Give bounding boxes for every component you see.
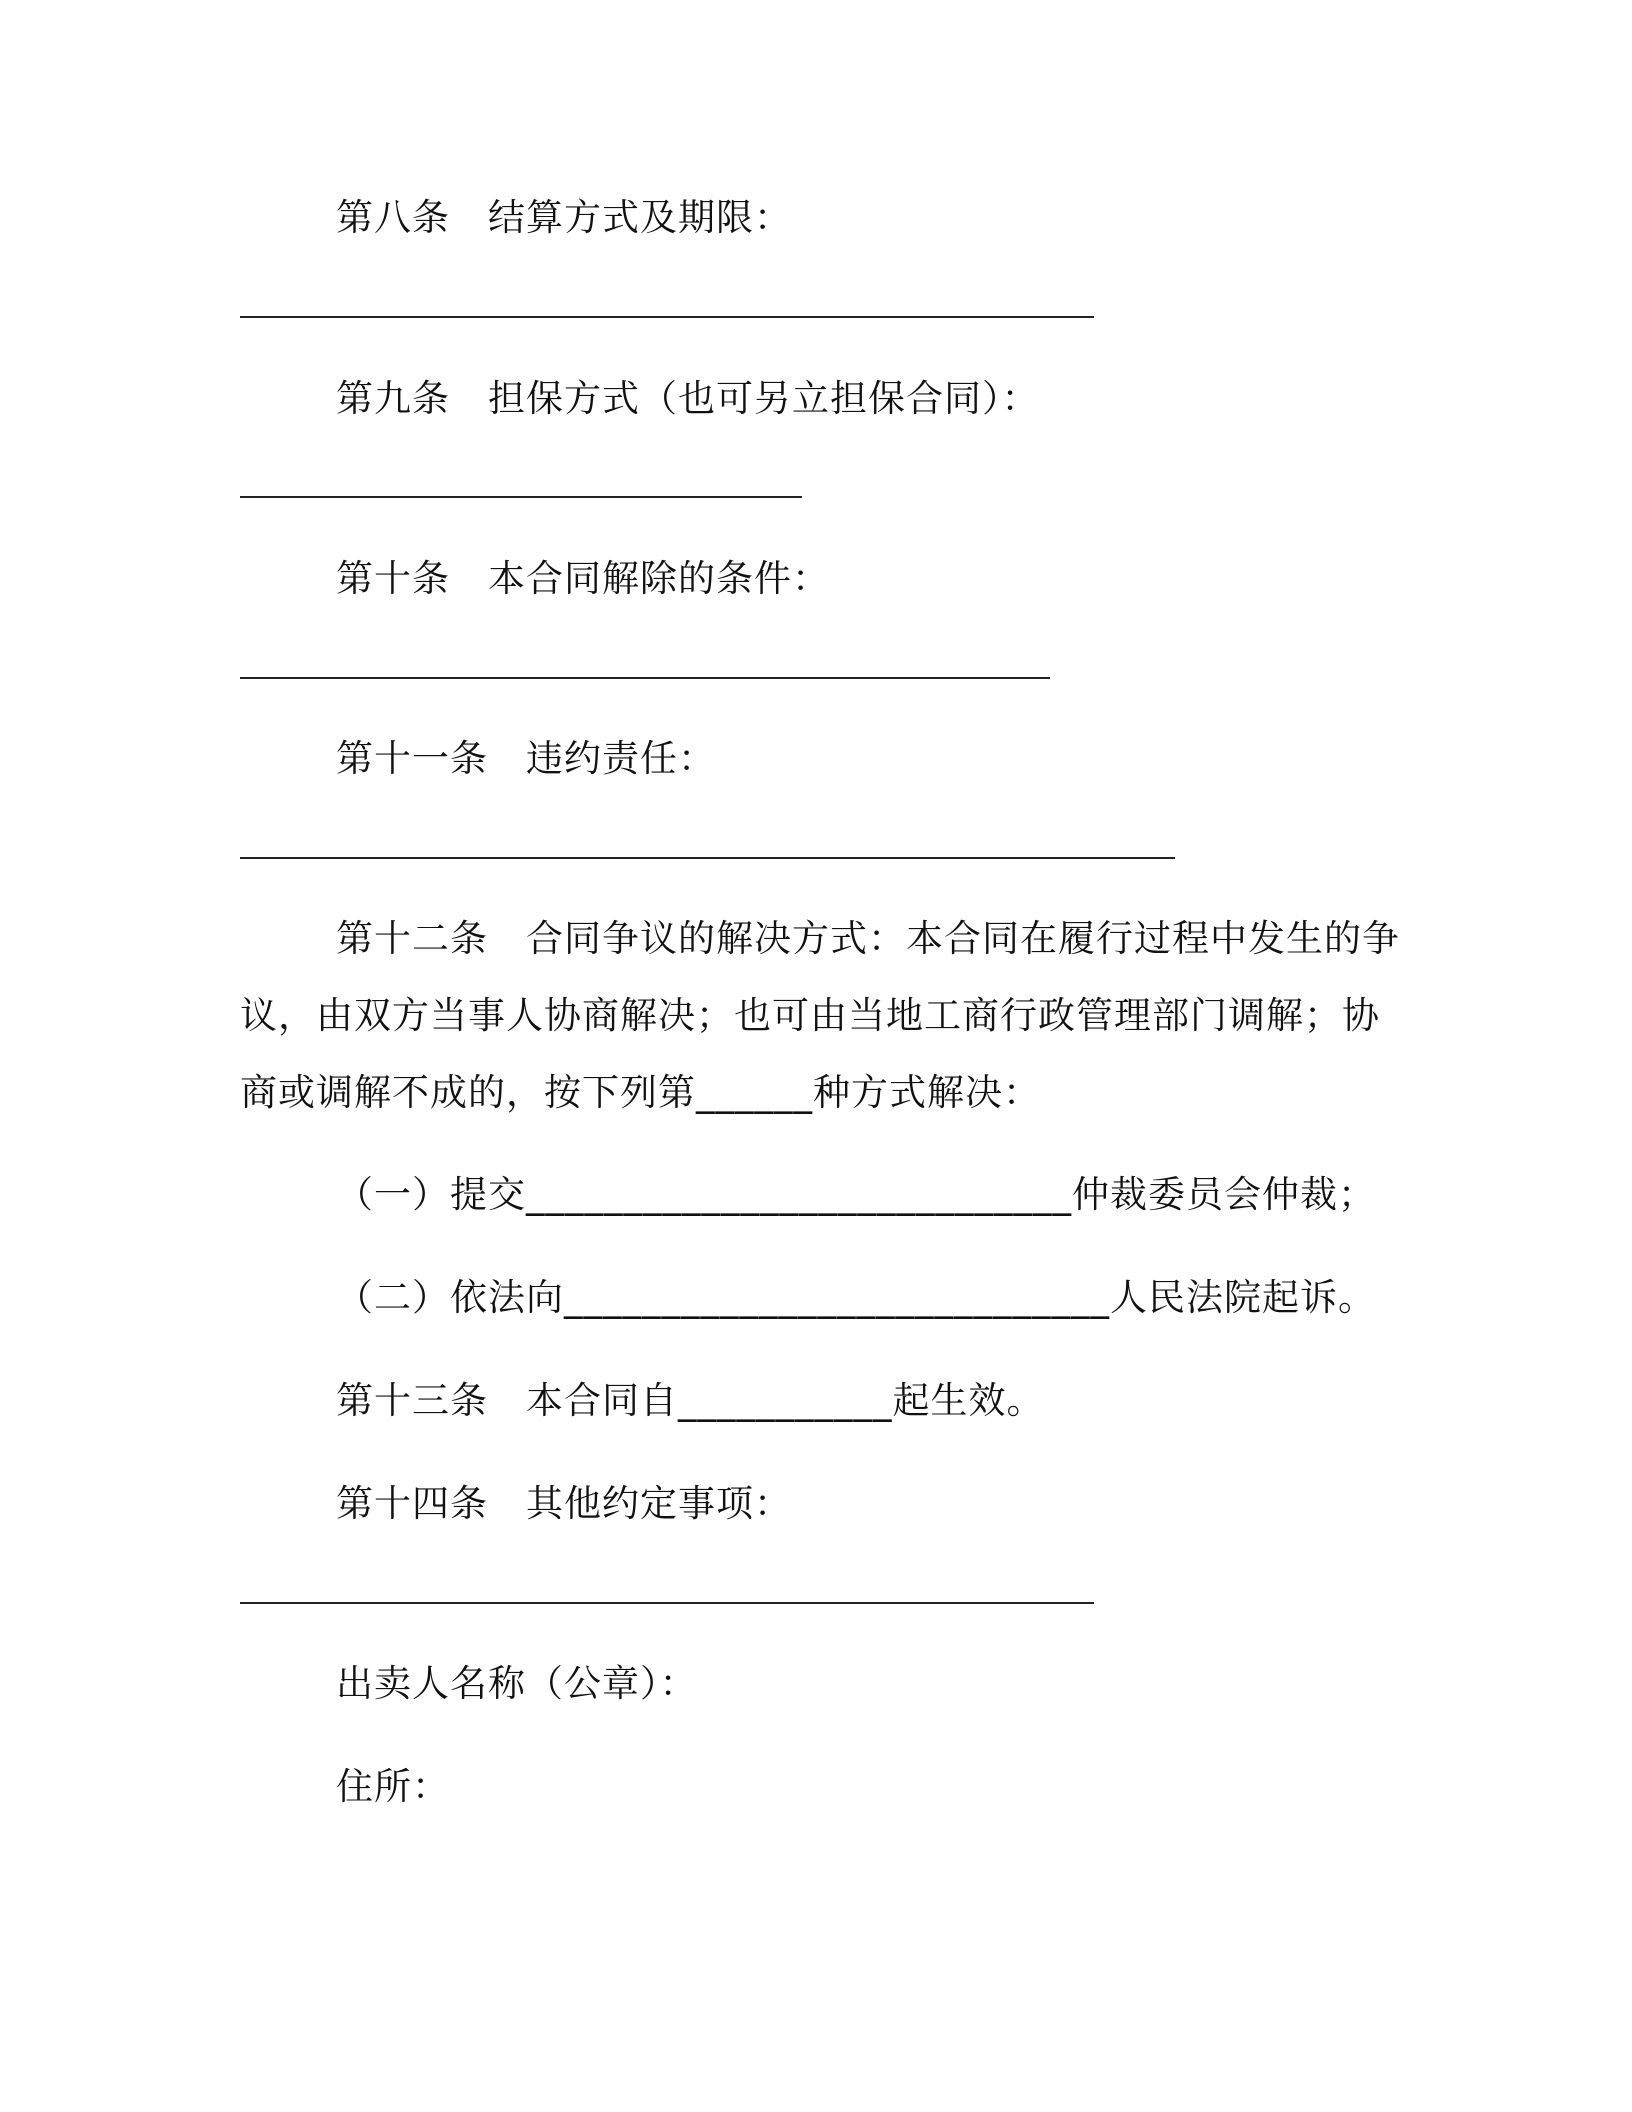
article-11-blank-line (240, 857, 1175, 859)
article-12-line-3: 商或调解不成的，按下列第______种方式解决： (240, 1071, 1041, 1114)
article-14-blank-line (240, 1602, 1094, 1604)
article-13-text: 第十三条 本合同自___________起生效。 (336, 1379, 1045, 1422)
article-9-blank-line (240, 496, 802, 498)
article-10-blank-line (240, 677, 1050, 679)
article-14-heading: 第十四条 其他约定事项： (336, 1482, 792, 1525)
article-9-heading: 第九条 担保方式（也可另立担保合同）： (336, 377, 1040, 420)
article-12-line-1: 第十二条 合同争议的解决方式：本合同在履行过程中发生的争 (336, 917, 1400, 960)
article-12-line-2: 议，由双方当事人协商解决；也可由当地工商行政管理部门调解；协 (240, 994, 1380, 1037)
article-12-option-1: （一）提交____________________________仲裁委员会仲裁； (336, 1173, 1376, 1216)
address-label: 住所： (336, 1765, 450, 1808)
article-10-heading: 第十条 本合同解除的条件： (336, 557, 830, 600)
article-11-heading: 第十一条 违约责任： (336, 737, 716, 780)
article-8-blank-line (240, 316, 1094, 318)
seller-name-label: 出卖人名称（公章）： (336, 1662, 698, 1705)
article-8-heading: 第八条 结算方式及期限： (336, 196, 792, 239)
article-12-option-2: （二）依法向____________________________人民法院起诉。 (336, 1276, 1376, 1319)
